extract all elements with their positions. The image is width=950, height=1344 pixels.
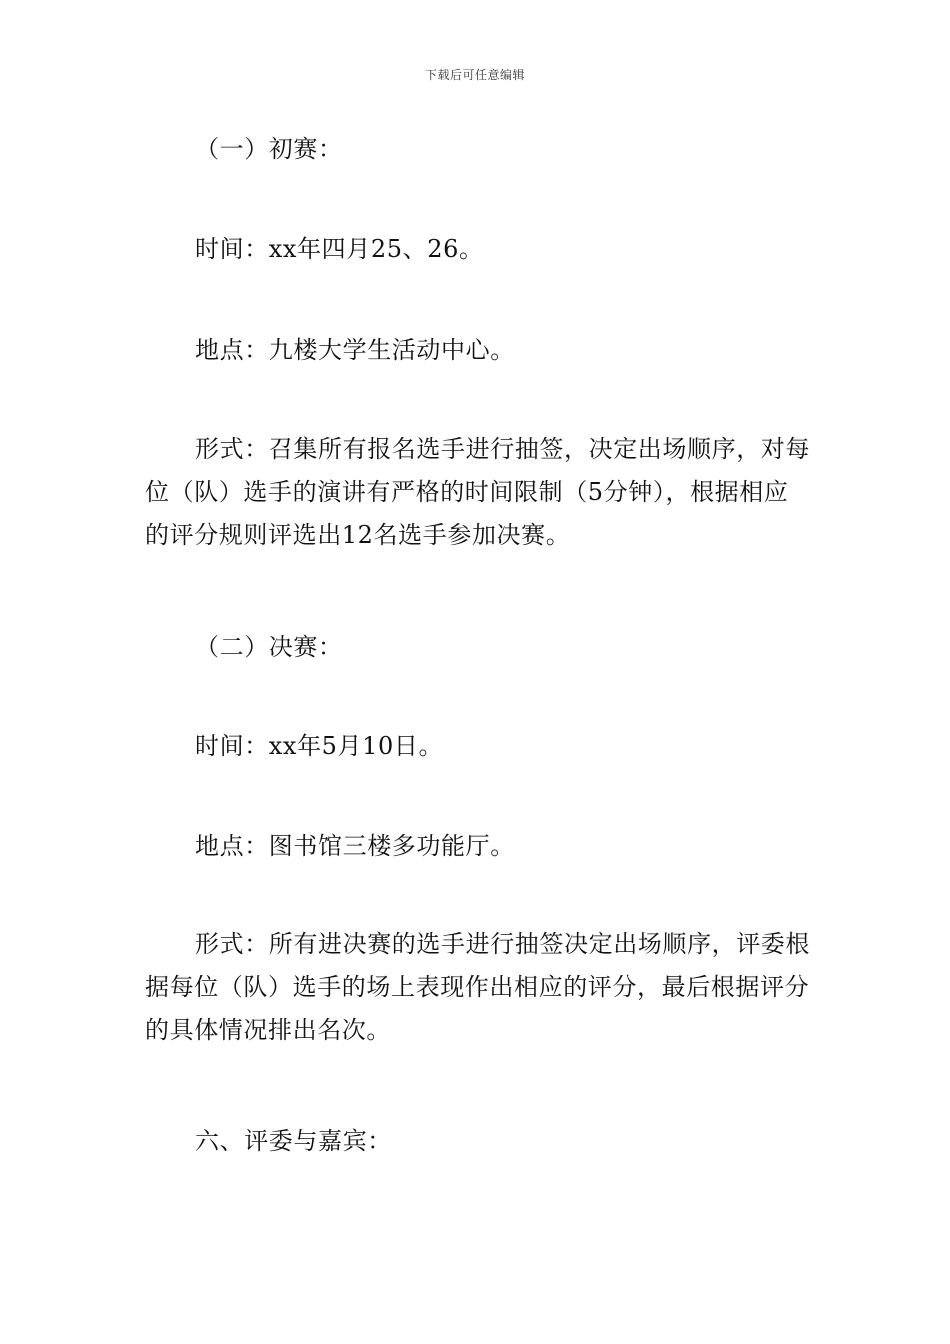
preliminary-location: 地点：九楼大学生活动中心。 bbox=[195, 336, 515, 364]
preliminary-format: 形式：召集所有报名选手进行抽签，决定出场顺序，对每位（队）选手的演讲有严格的时间限制（5分钟），根据相应的评分规则评选出12名选手参加决赛。 bbox=[145, 435, 810, 549]
page-header: 下载后可任意编辑 bbox=[424, 68, 525, 82]
final-location: 地点：图书馆三楼多功能厅。 bbox=[195, 832, 515, 860]
final-format: 形式：所有进决赛的选手进行抽签决定出场顺序，评委根据每位（队）选手的场上表现作出相应的评分，最后根据评分的具体情况排出名次。 bbox=[145, 930, 810, 1044]
preliminary-time: 时间：xx年四月25、26。 bbox=[195, 235, 484, 263]
section-preliminary-heading: （一）初赛： bbox=[195, 135, 343, 163]
section-final-heading: （二）决赛： bbox=[195, 633, 343, 661]
final-time: 时间：xx年5月10日。 bbox=[195, 732, 444, 760]
section-judges-heading: 六、评委与嘉宾： bbox=[195, 1127, 392, 1155]
